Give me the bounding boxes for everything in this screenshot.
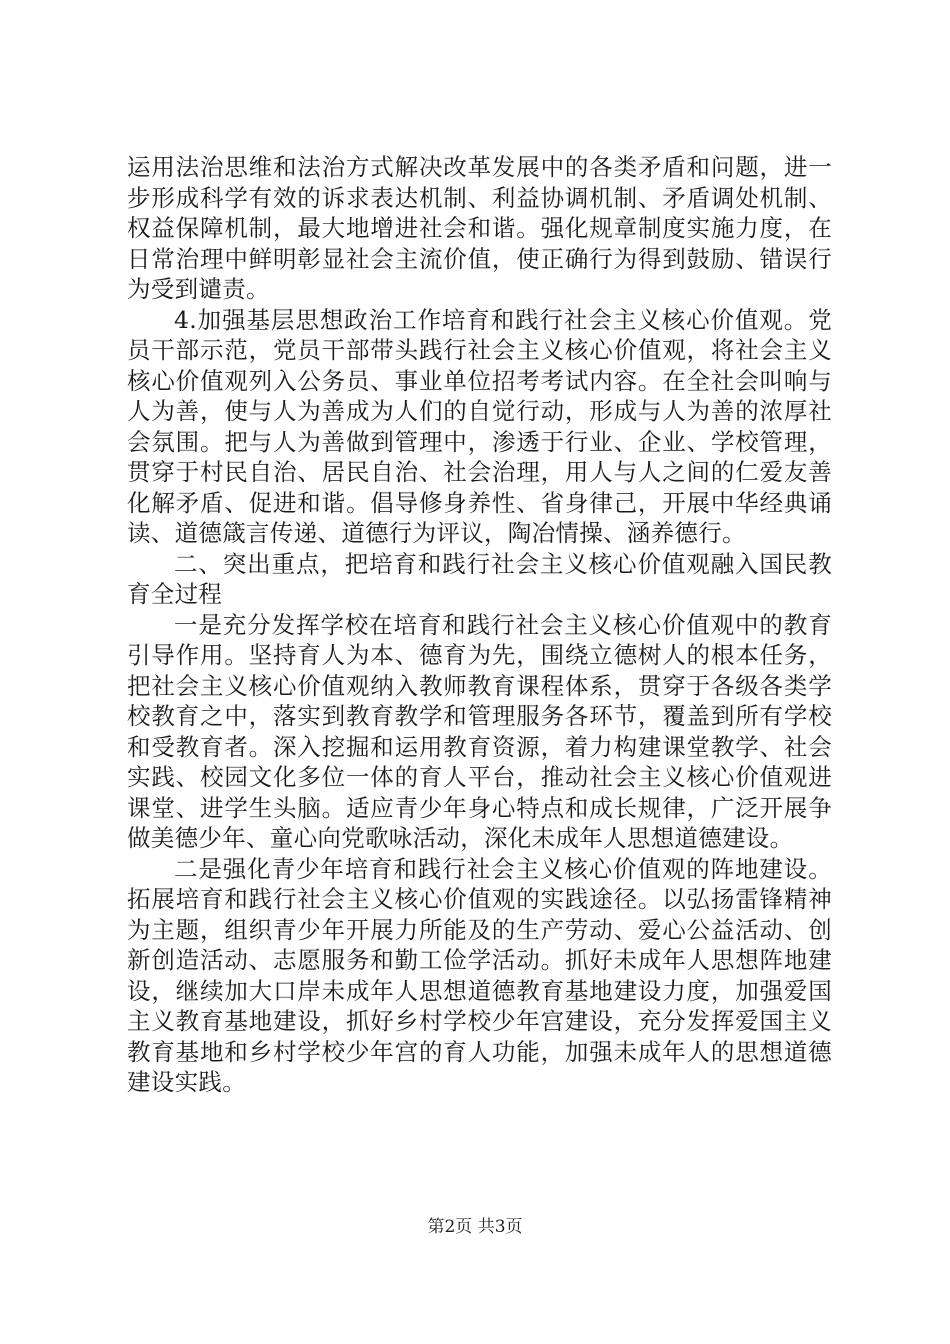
paragraph-1: 运用法治思维和法治方式解决改革发展中的各类矛盾和问题，进一步形成科学有效的诉求表达机制、利益协调机制、矛盾调处机制、权益保障机制，最大地增进社会和谐。强化规章制度实施力度，在日常治理中鲜明彰显社会主流价值，使正确行为得到鼓励、错误行为受到谴责。 xyxy=(127,153,832,303)
paragraph-4: 二是强化青少年培育和践行社会主义核心价值观的阵地建设。拓展培育和践行社会主义核心价值观的实践途径。以弘扬雷锋精神为主题，组织青少年开展力所能及的生产劳动、爱心公益活动、创新创造活动、志愿服务和勤工俭学活动。抓好未成年人思想阵地建设，继续加大口岸未成年人思想道德教育基地建设力度，加强爱国主义教育基地建设，抓好乡村学校少年宫建设，充分发挥爱国主义教育基地和乡村学校少年宫的育人功能，加强未成年人的思想道德建设实践。 xyxy=(127,854,832,1096)
page-footer: 第2页 共3页 xyxy=(427,1217,523,1237)
paragraph-3: 一是充分发挥学校在培育和践行社会主义核心价值观中的教育引导作用。坚持育人为本、德育为先，围绕立德树人的根本任务，把社会主义核心价值观纳入教师教育课程体系，贯穿于各级各类学校教育之中，落实到教育教学和管理服务各环节，覆盖到所有学校和受教育者。深入挖掘和运用教育资源，着力构建课堂教学、社会实践、校园文化多位一体的育人平台，推动社会主义核心价值观进课堂、进学生头脑。适应青少年身心特点和成长规律，广泛开展争做美德少年、童心向党歌咏活动，深化未成年人思想道德建设。 xyxy=(127,610,832,852)
paragraph-2: 4.加强基层思想政治工作培育和践行社会主义核心价值观。党员干部示范，党员干部带头践行社会主义核心价值观，将社会主义核心价值观列入公务员、事业单位招考考试内容。在全社会叫响与人为善，使与人为善成为人们的自觉行动，形成与人为善的浓厚社会氛围。把与人为善做到管理中，渗透于行业、企业、学校管理，贯穿于村民自治、居民自治、社会治理，用人与人之间的仁爱友善化解矛盾、促进和谐。倡导修身养性、省身律己，开展中华经典诵读、道德箴言传递、道德行为评议，陶冶情操、涵养德行。 xyxy=(127,305,832,547)
document-body xyxy=(127,152,832,1098)
section-heading: 二、突出重点，把培育和践行社会主义核心价值观融入国民教育全过程 xyxy=(127,549,832,608)
